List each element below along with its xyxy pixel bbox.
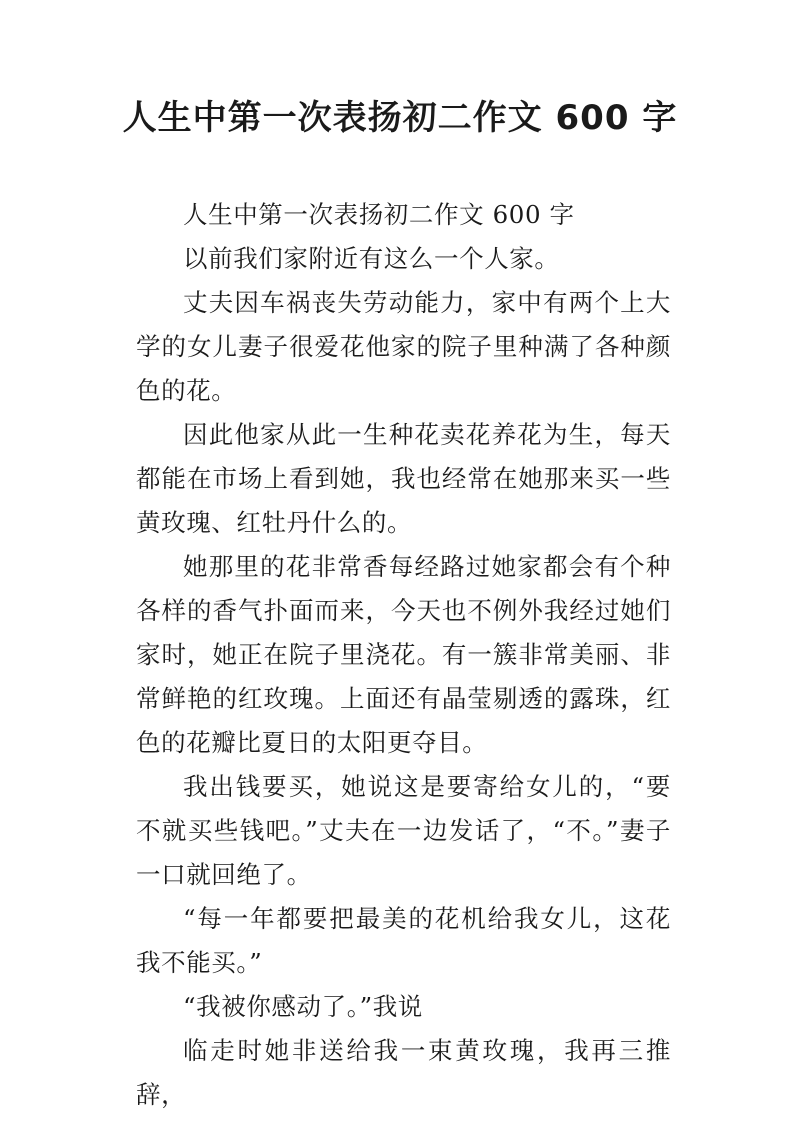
paragraph: 她那里的花非常香每经路过她家都会有个种各样的香气扑面而来，今天也不例外我经过她们家时，她正在院子里浇花。有一簇非常美丽、非常鲜艳的红玫瑰。上面还有晶莹剔透的露珠，红色的花瓣比夏日的太阳更夺目。 — [136, 552, 671, 757]
document-body — [136, 193, 671, 1117]
paragraph: 以前我们家附近有这么一个人家。 — [183, 244, 560, 273]
paragraph-subtitle: 人生中第一次表扬初二作文 600 字 — [183, 200, 575, 229]
paragraph: 临走时她非送给我一束黄玫瑰，我再三推辞， — [136, 1036, 671, 1109]
paragraph: 因此他家从此一生种花卖花养花为生，每天都能在市场上看到她，我也经常在她那来买一些黄玫瑰、红牡丹什么的。 — [136, 420, 671, 537]
paragraph: “我被你感动了。”我说 — [183, 992, 423, 1021]
document-title: 人生中第一次表扬初二作文 600 字 — [122, 98, 678, 138]
paragraph: 丈夫因车祸丧失劳动能力，家中有两个上大学的女儿妻子很爱花他家的院子里种满了各种颜色的花。 — [136, 288, 671, 405]
paragraph: “每一年都要把最美的花机给我女儿，这花我不能买。” — [136, 904, 671, 977]
paragraph: 我出钱要买，她说这是要寄给女儿的，“要不就买些钱吧。”丈夫在一边发话了，“不。”妻子一口就回绝了。 — [136, 772, 671, 889]
